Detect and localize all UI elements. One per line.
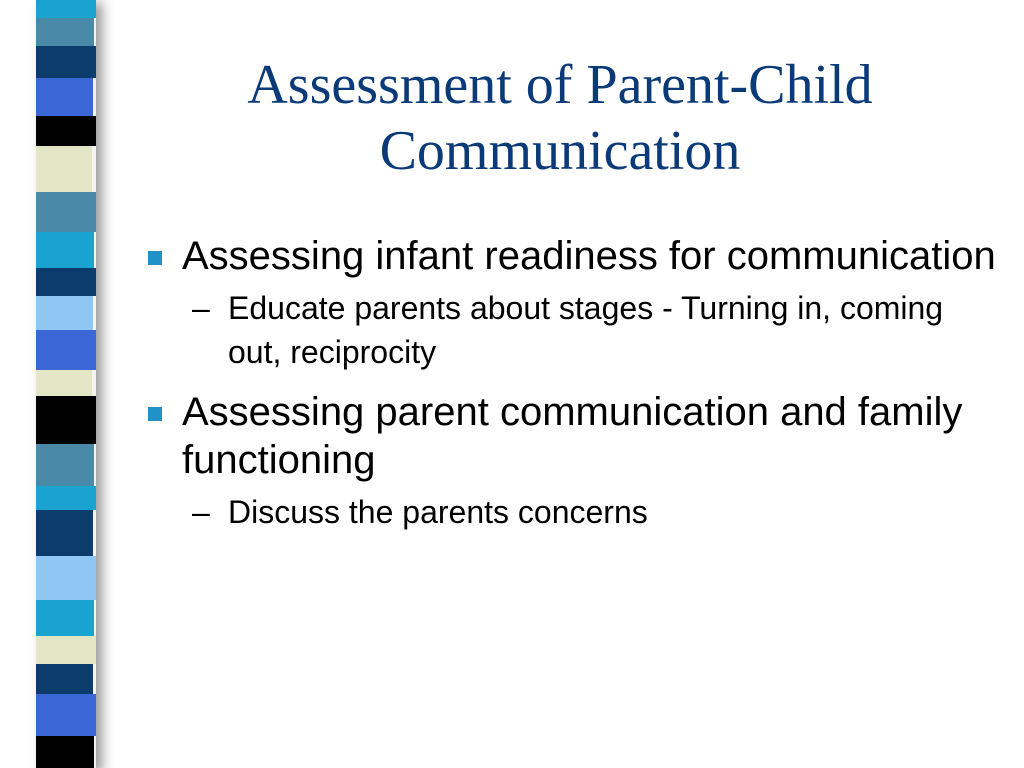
stripe-segment xyxy=(36,694,96,736)
stripe-segment xyxy=(36,444,94,486)
square-bullet-icon xyxy=(148,407,162,421)
stripe-segment xyxy=(36,268,96,296)
stripe-segment xyxy=(36,330,96,370)
sub-bullet-text: Discuss the parents concerns xyxy=(228,494,648,530)
stripe-segment xyxy=(36,232,94,268)
stripe-segment xyxy=(36,636,96,664)
stripe-segment xyxy=(36,296,93,330)
stripe-segment xyxy=(36,146,92,192)
sub-bullet-item xyxy=(140,490,1000,534)
bullet-text: Assessing infant readiness for communication xyxy=(182,234,996,278)
bullet-text: Assessing parent communication and family functioning xyxy=(182,390,963,482)
stripe-segment xyxy=(36,556,96,600)
stripe-segment xyxy=(36,510,93,556)
sub-bullet-item xyxy=(140,286,1000,374)
decorative-stripe-bar xyxy=(0,0,115,768)
stripe-segment xyxy=(36,600,94,636)
slide-title: Assessment of Parent-Child Communication xyxy=(247,54,873,182)
dash-marker: – xyxy=(192,290,210,326)
stripe-segment xyxy=(36,18,94,46)
stripe-segment xyxy=(36,116,96,146)
stripe-segment xyxy=(36,192,96,232)
stripe-segment xyxy=(36,396,96,444)
stripe-segment xyxy=(36,370,92,396)
stripe-column xyxy=(36,0,96,768)
stripe-segment xyxy=(36,46,96,78)
dash-marker: – xyxy=(192,494,210,530)
stripe-segment xyxy=(36,486,96,510)
stripe-segment xyxy=(36,0,96,18)
stripe-segment xyxy=(36,736,94,768)
bullet-item xyxy=(140,232,1000,280)
square-bullet-icon xyxy=(148,251,162,265)
sub-bullet-text: Educate parents about stages - Turning in, coming out, reciprocity xyxy=(228,290,944,370)
stripe-segment xyxy=(36,78,93,116)
slide-body xyxy=(140,232,1000,548)
stripe-segment xyxy=(36,664,93,694)
bullet-item xyxy=(140,388,1000,484)
